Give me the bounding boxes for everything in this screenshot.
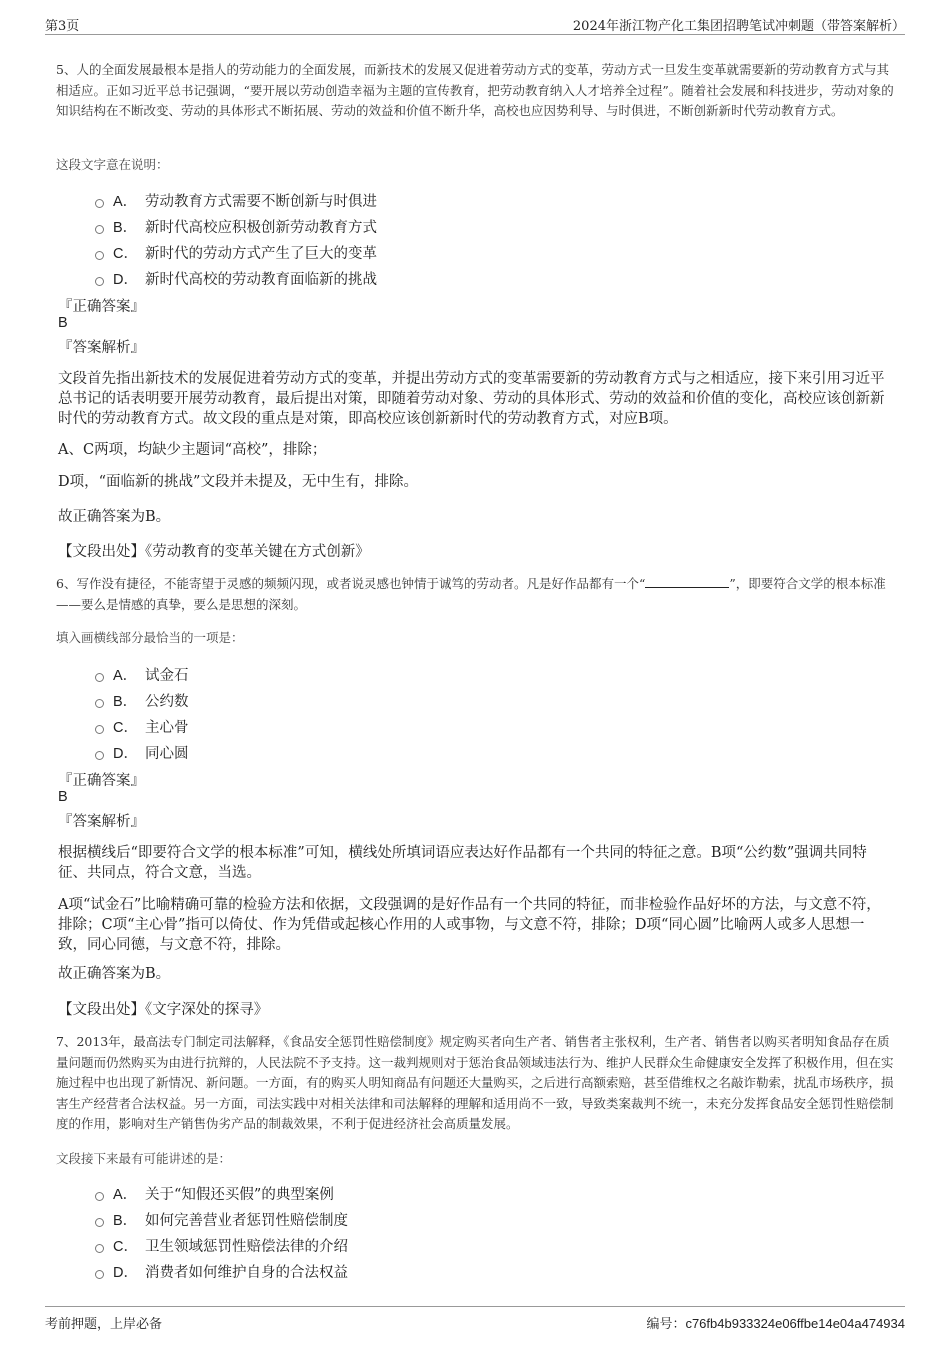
question-7-stem: 7、2013年，最高法专门制定司法解释，《食品安全惩罚性赔偿制度》规定购买者向生产者、销售者主张权利，生产者、销售者以购买者明知食品存在质量问题而仍然购买为由进行抗辩的，人民法院不予支持。这一裁判规则对于惩治食品领域违法行为、维护人民群众生命健康安全发挥了积极作用，但在实施过程中也出现了新情况、新问题。一方面，有的购买人明知商品有问题还大量购买，之后进行高额索赔，甚至借维权之名敲诈勒索，扰乱市场秩序，损害生产经营者合法权益。另一方面，司法实践中对相关法律和司法解释的理解和适用尚不一致，导致类案裁判不统一，未充分发挥食品安全惩罚性赔偿制度的作用，影响对生产销售伪劣产品的制裁效果，不利于促进经济社会高质量发展。	[56, 1034, 894, 1131]
document-code: 编号：c76fb4b933324e06ffbe14e04a474934	[646, 1316, 905, 1332]
option-b[interactable]: B． 公约数	[95, 687, 189, 713]
analysis-label: 『答案解析』	[58, 340, 145, 356]
analysis-conclusion: 故正确答案为B。	[58, 966, 171, 982]
question-6-stem: 6、写作没有捷径，不能寄望于灵感的频频闪现，或者说灵感也钟情于诚笃的劳动者。凡是好作品都有一个“ ”，即要符合文学的根本标准——要么是情感的真挚，要么是思想的深刻。	[56, 576, 886, 612]
page-number: 第3页	[45, 19, 80, 34]
answer-label: 『正确答案』	[58, 773, 145, 789]
analysis-paragraph: 文段首先指出新技术的发展促进着劳动方式的变革，并提出劳动方式的变革需要新的劳动教育方式与之相适应，接下来引用习近平总书记的话表明要开展劳动教育，最后提出对策，即随着劳动对象、劳动的具体形式、劳动的效益和价值的变化，高校应该创新新时代的劳动教育方式。故文段的重点是对策，即高校应该创新新时代的劳动教育方式，对应B项。	[58, 371, 885, 427]
option-b[interactable]: B． 新时代高校应积极创新劳动教育方式	[95, 213, 377, 239]
radio-icon[interactable]	[95, 225, 104, 234]
option-c[interactable]: C． 主心骨	[95, 713, 189, 739]
radio-icon[interactable]	[95, 1218, 104, 1227]
analysis-paragraph: A项“试金石”比喻精确可靠的检验方法和依据，文段强调的是好作品有一个共同的特征，而非检验作品好坏的方法，与文意不符，排除；C项“主心骨”指可以倚仗、作为凭借或起核心作用的人或事物，与文意不符，排除；D项“同心圆”比喻两人或多人思想一致，同心同德，与文意不符，排除。	[58, 897, 881, 953]
radio-icon[interactable]	[95, 699, 104, 708]
option-b[interactable]: B． 如何完善营业者惩罚性赔偿制度	[95, 1206, 348, 1232]
page-header	[45, 12, 905, 35]
radio-icon[interactable]	[95, 277, 104, 286]
question-5-ask: 这段文字意在说明：	[56, 157, 169, 172]
option-d[interactable]: D． 消费者如何维护自身的合法权益	[95, 1258, 348, 1284]
question-7-options	[95, 1180, 348, 1284]
document-title: 2024年浙江物产化工集团招聘笔试冲刺题（带答案解析）	[572, 19, 905, 34]
analysis-paragraph: D项，“面临新的挑战”文段并未提及，无中生有，排除。	[58, 474, 418, 490]
answer-value: B	[58, 789, 68, 805]
footer-slogan: 考前押题，上岸必备	[45, 1317, 163, 1332]
radio-icon[interactable]	[95, 673, 104, 682]
analysis-paragraph: 根据横线后“即要符合文学的根本标准”可知，横线处所填词语应表达好作品都有一个共同的特征之意。B项“公约数”强调共同特征、共同点，符合文意，当选。	[58, 845, 867, 881]
option-a[interactable]: A． 劳动教育方式需要不断创新与时俱进	[95, 187, 377, 213]
option-c[interactable]: C． 卫生领域惩罚性赔偿法律的介绍	[95, 1232, 348, 1258]
option-d[interactable]: D． 同心圆	[95, 739, 189, 765]
option-d[interactable]: D． 新时代高校的劳动教育面临新的挑战	[95, 265, 377, 291]
analysis-label: 『答案解析』	[58, 814, 145, 830]
analysis-conclusion: 故正确答案为B。	[58, 509, 171, 525]
answer-value: B	[58, 315, 68, 331]
radio-icon[interactable]	[95, 251, 104, 260]
question-5-options	[95, 187, 377, 291]
analysis-paragraph: A、C两项，均缺少主题词“高校”，排除；	[58, 442, 327, 458]
radio-icon[interactable]	[95, 199, 104, 208]
radio-icon[interactable]	[95, 1244, 104, 1253]
radio-icon[interactable]	[95, 751, 104, 760]
question-7-ask: 文段接下来最有可能讲述的是：	[56, 1151, 232, 1166]
fill-blank	[645, 575, 729, 588]
radio-icon[interactable]	[95, 1192, 104, 1201]
answer-label: 『正确答案』	[58, 299, 145, 315]
option-a[interactable]: A． 关于“知假还买假”的典型案例	[95, 1180, 348, 1206]
question-6-options	[95, 661, 189, 765]
option-c[interactable]: C． 新时代的劳动方式产生了巨大的变革	[95, 239, 377, 265]
question-5-stem: 5、人的全面发展最根本是指人的劳动能力的全面发展，而新技术的发展又促进着劳动方式的变革，劳动方式一旦发生变革就需要新的劳动教育方式与其相适应。正如习近平总书记强调，“要开展以劳动创造幸福为主题的宣传教育，把劳动教育纳入人才培养全过程”。随着社会发展和科技进步，劳动对象的知识结构在不断改变、劳动的具体形式不断拓展、劳动的效益和价值不断升华，高校也应因势利导、与时俱进，不断创新新时代劳动教育方式。	[56, 62, 894, 118]
radio-icon[interactable]	[95, 725, 104, 734]
source-citation: 【文段出处】《文字深处的探寻》	[58, 1002, 269, 1018]
option-a[interactable]: A． 试金石	[95, 661, 189, 687]
page-footer	[45, 1306, 905, 1332]
radio-icon[interactable]	[95, 1270, 104, 1279]
question-6-ask: 填入画横线部分最恰当的一项是：	[56, 630, 244, 645]
source-citation: 【文段出处】《劳动教育的变革关键在方式创新》	[58, 544, 370, 560]
